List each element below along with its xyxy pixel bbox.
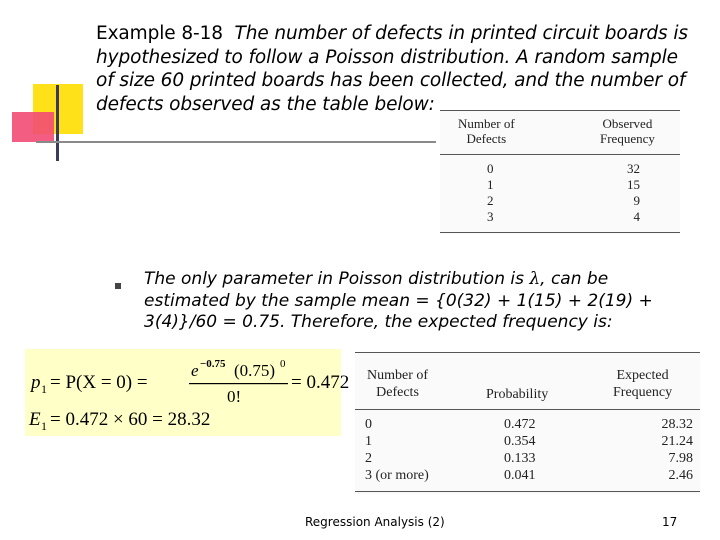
defects-cell: 0 xyxy=(365,417,372,432)
p-result: = 0.472 xyxy=(291,372,350,393)
p-expression: = P(X = 0) = xyxy=(50,372,148,393)
header-probability: Probability xyxy=(486,387,549,402)
table-top-rule xyxy=(355,352,700,353)
header-number-of-defects: Number of Defects xyxy=(458,116,515,146)
frequency-cell: 4 xyxy=(633,209,640,224)
slide-title xyxy=(96,22,701,116)
expected-cell: 2.46 xyxy=(668,468,693,483)
table-header-rule xyxy=(355,409,700,410)
bullet-text xyxy=(144,269,694,334)
e1-subscript: 1 xyxy=(41,419,47,433)
table-bottom-rule xyxy=(355,491,700,492)
expected-cell: 21.24 xyxy=(661,434,693,449)
decor-horizontal-line xyxy=(36,141,436,143)
defects-cell: 2 xyxy=(487,193,494,208)
frequency-cell: 32 xyxy=(627,161,640,176)
probability-cell: 0.133 xyxy=(504,451,536,466)
frequency-cell: 9 xyxy=(633,193,640,208)
example-label: Example 8-18 xyxy=(96,23,223,44)
expected-frequency-table xyxy=(355,352,700,494)
probability-cell: 0.041 xyxy=(504,468,536,483)
defects-cell: 3 xyxy=(487,209,494,224)
fraction-bar xyxy=(189,383,288,384)
e-expression: = 0.472 × 60 = 28.32 xyxy=(50,409,211,430)
bullet-square-icon xyxy=(115,283,121,289)
header-number-of-defects: Number of Defects xyxy=(367,368,429,400)
page-number: 17 xyxy=(662,515,678,529)
e1-label: E xyxy=(29,409,41,430)
observed-frequency-table xyxy=(440,110,680,234)
numerator-rest: (0.75) xyxy=(234,361,276,380)
probability-cell: 0.354 xyxy=(504,434,536,449)
header-expected-frequency: Expected Frequency xyxy=(613,368,673,400)
footer-title: Regression Analysis (2) xyxy=(305,515,445,529)
p1-subscript: 1 xyxy=(41,382,47,396)
expected-cell: 7.98 xyxy=(668,451,693,466)
defects-cell: 0 xyxy=(487,161,494,176)
numerator-base: e xyxy=(191,361,199,380)
table-bottom-rule xyxy=(440,232,680,233)
probability-cell: 0.472 xyxy=(504,417,536,432)
numerator-exponent: −0.75 xyxy=(200,358,226,370)
numerator-power: 0 xyxy=(280,358,286,370)
decor-vertical-line xyxy=(56,85,59,161)
table-top-rule xyxy=(440,110,680,111)
defects-cell: 2 xyxy=(365,451,372,466)
header-observed-frequency: Observed Frequency xyxy=(600,116,655,146)
frequency-cell: 15 xyxy=(627,177,640,192)
bullet-text-start: The only parameter in Poisson distribution is xyxy=(144,269,530,289)
lambda-symbol: λ xyxy=(529,269,541,289)
defects-cell: 1 xyxy=(487,177,494,192)
defects-cell: 1 xyxy=(365,434,372,449)
denominator: 0! xyxy=(227,387,242,406)
defects-cell: 3 (or more) xyxy=(365,468,429,483)
bullet-text-end: , can be estimated by the sample mean = {0(32) + 1(15) + 2(19) + 3(4)}/60 = 0.75. Therefore, the expected frequency is: xyxy=(144,269,653,332)
table-header-rule xyxy=(440,154,680,155)
decor-red-rectangle xyxy=(12,112,54,142)
expected-cell: 28.32 xyxy=(661,417,693,432)
title-text: The number of defects in printed circuit boards is hypothesized to follow a Poisson distribution. A random sample of size 60 printed boards has been collected, and the number of defects observed as the table below: xyxy=(96,23,688,115)
formula-svg xyxy=(25,349,350,436)
p1-label: p xyxy=(31,372,41,393)
formula-box xyxy=(25,349,350,436)
